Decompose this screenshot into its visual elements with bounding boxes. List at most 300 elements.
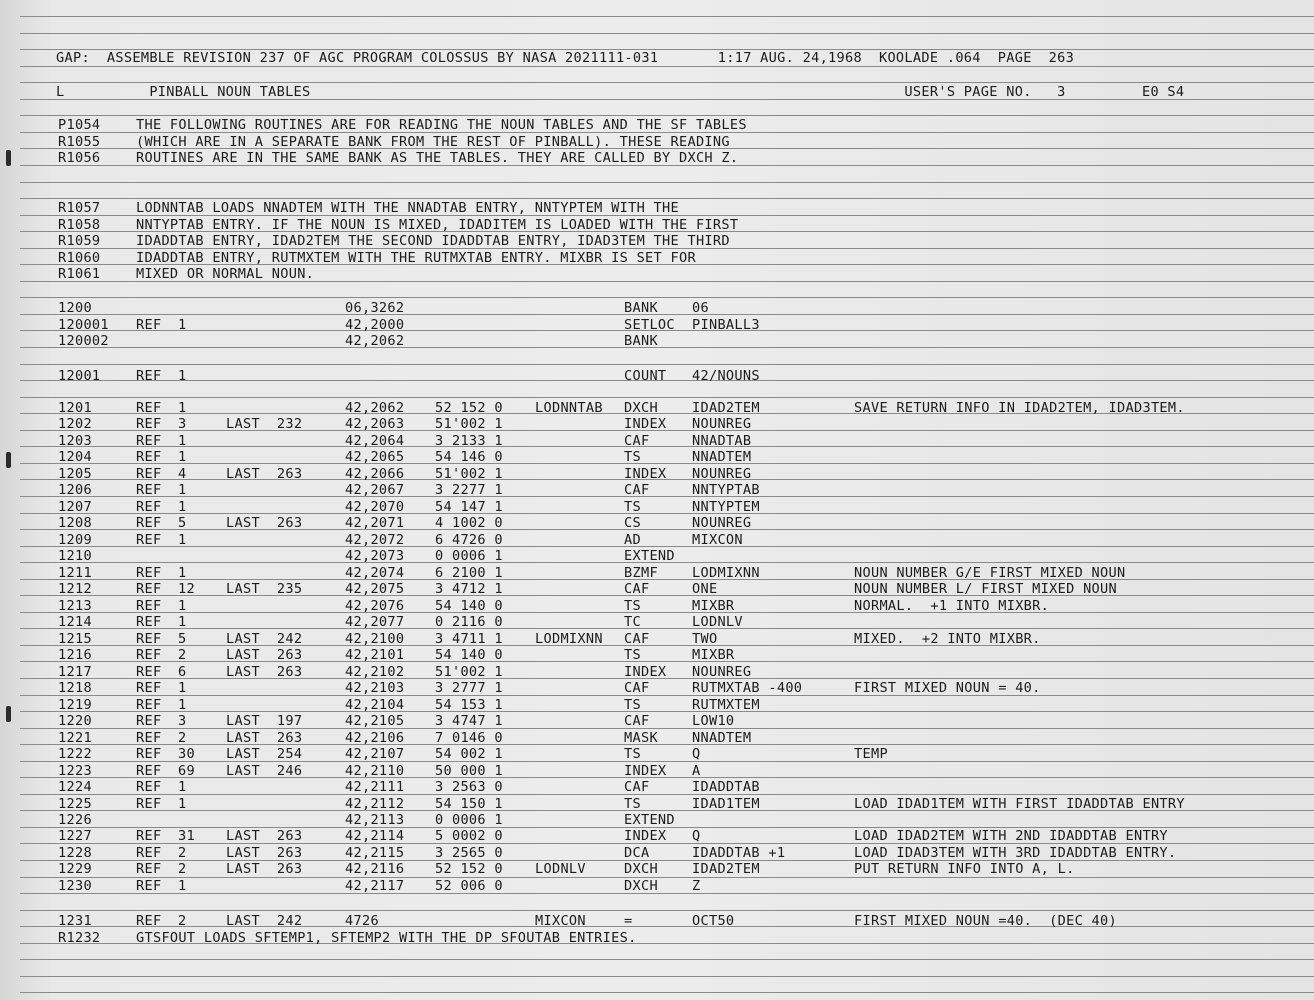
operand: NOUNREG	[692, 465, 752, 482]
opcode: INDEX	[624, 663, 667, 680]
line-number: 12001	[58, 368, 101, 384]
octal-code: 54 153 1	[435, 696, 503, 713]
ref-keyword: REF	[136, 597, 162, 614]
operand: OCT50	[692, 913, 735, 929]
octal-code: 3 2565 0	[435, 844, 503, 861]
octal-code: 54 140 0	[435, 647, 503, 664]
line-number: 1204	[58, 449, 92, 466]
address: 42,2102	[345, 663, 405, 680]
operand: Q	[692, 828, 701, 845]
paper-rule	[20, 198, 1314, 199]
ref-keyword: REF	[136, 531, 162, 548]
ref-keyword: REF	[136, 844, 162, 861]
address: 42,2065	[345, 449, 405, 466]
address: 42,2062	[345, 333, 405, 349]
ref-count: 69	[178, 762, 195, 779]
operand: Z	[692, 877, 701, 894]
symbol-label: LODNLV	[535, 861, 586, 878]
operand: MIXBR	[692, 647, 735, 664]
line-number: 1208	[58, 515, 92, 532]
address: 42,2000	[345, 316, 405, 333]
operand: Q	[692, 746, 701, 763]
line-comment: MIXED. +2 INTO MIXBR.	[854, 630, 1041, 647]
ref-count: 30	[178, 746, 195, 763]
octal-code: 3 4712 1	[435, 581, 503, 598]
address: 42,2066	[345, 465, 405, 482]
comment-line	[0, 266, 1314, 282]
octal-code: 50 000 1	[435, 762, 503, 779]
operand: ONE	[692, 581, 718, 598]
listing-header: GAP: ASSEMBLE REVISION 237 OF AGC PROGRAM COLOSSUS BY NASA 2021111-031 1:17 AUG. 24,1968 KOOLADE .064 PAGE 263	[56, 50, 1075, 66]
line-number: 1215	[58, 630, 92, 647]
ref-keyword: REF	[136, 630, 162, 647]
code-line	[0, 581, 1314, 597]
opcode: COUNT	[624, 368, 667, 384]
address: 42,2067	[345, 482, 405, 499]
line-comment: NOUN NUMBER L/ FIRST MIXED NOUN	[854, 581, 1118, 598]
address: 42,2074	[345, 564, 405, 581]
address: 42,2062	[345, 400, 405, 416]
address: 42,2116	[345, 861, 405, 878]
comment-text: MIXED OR NORMAL NOUN.	[136, 266, 315, 282]
opcode: CAF	[624, 432, 650, 449]
code-line	[0, 730, 1314, 746]
code-line	[0, 333, 1314, 349]
line-number: 1222	[58, 746, 92, 763]
ref-keyword: REF	[136, 729, 162, 746]
line-number: 1218	[58, 680, 92, 697]
line-number: 1207	[58, 498, 92, 515]
ref-keyword: REF	[136, 614, 162, 631]
line-comment: SAVE RETURN INFO IN IDAD2TEM, IDAD3TEM.	[854, 400, 1185, 416]
opcode: TS	[624, 647, 641, 664]
comment-text: LODNNTAB LOADS NNADTEM WITH THE NNADTAB ENTRY, NNTYPTEM WITH THE	[136, 200, 679, 216]
ref-count: 1	[178, 316, 187, 333]
code-line	[0, 317, 1314, 333]
paper-rule	[20, 364, 1314, 365]
ref-count: 3	[178, 416, 187, 433]
opcode: TS	[624, 795, 641, 812]
ref-keyword: REF	[136, 498, 162, 515]
line-id: R1061	[58, 266, 101, 282]
ref-keyword: REF	[136, 581, 162, 598]
ref-count: 1	[178, 680, 187, 697]
ref-keyword: REF	[136, 432, 162, 449]
ref-count: 1	[178, 696, 187, 713]
ref-count: 1	[178, 432, 187, 449]
opcode: EXTEND	[624, 812, 675, 828]
address: 42,2105	[345, 713, 405, 730]
line-number: 1203	[58, 432, 92, 449]
last-ref: LAST 263	[226, 828, 303, 845]
comment-text: GTSFOUT LOADS SFTEMP1, SFTEMP2 WITH THE DP SFOUTAB ENTRIES.	[136, 930, 637, 946]
paper-rule	[20, 66, 1314, 67]
opcode: TC	[624, 614, 641, 631]
opcode: CAF	[624, 680, 650, 697]
comment-line	[0, 930, 1314, 946]
ref-count: 1	[178, 877, 187, 894]
opcode: DXCH	[624, 861, 658, 878]
operand: NNADTEM	[692, 449, 752, 466]
opcode: DXCH	[624, 400, 658, 416]
octal-code: 0 2116 0	[435, 614, 503, 631]
code-line	[0, 598, 1314, 614]
last-ref: LAST 263	[226, 729, 303, 746]
line-number: 1228	[58, 844, 92, 861]
paper-rule	[20, 115, 1314, 116]
line-comment: PUT RETURN INFO INTO A, L.	[854, 861, 1075, 878]
line-number: 1200	[58, 300, 92, 316]
line-number: 1205	[58, 465, 92, 482]
last-ref: LAST 242	[226, 630, 303, 647]
address: 42,2113	[345, 812, 405, 828]
octal-code: 0 0006 1	[435, 812, 503, 828]
address: 06,3262	[345, 300, 405, 316]
octal-code: 0 0006 1	[435, 548, 503, 565]
ref-keyword: REF	[136, 416, 162, 433]
line-number: 1221	[58, 729, 92, 746]
opcode: BANK	[624, 333, 658, 349]
last-ref: LAST 263	[226, 663, 303, 680]
ref-keyword: REF	[136, 913, 162, 929]
operand: IDAD1TEM	[692, 795, 760, 812]
octal-code: 54 002 1	[435, 746, 503, 763]
code-line	[0, 713, 1314, 729]
last-ref: LAST 263	[226, 861, 303, 878]
address: 42,2107	[345, 746, 405, 763]
code-line	[0, 697, 1314, 713]
line-comment: NOUN NUMBER G/E FIRST MIXED NOUN	[854, 564, 1126, 581]
ref-keyword: REF	[136, 680, 162, 697]
ref-keyword: REF	[136, 746, 162, 763]
ref-count: 2	[178, 913, 187, 929]
opcode: =	[624, 913, 633, 929]
opcode: CAF	[624, 581, 650, 598]
code-line	[0, 680, 1314, 696]
operand: NNTYPTEM	[692, 498, 760, 515]
operand: NNTYPTAB	[692, 482, 760, 499]
ref-count: 1	[178, 400, 187, 416]
octal-code: 52 006 0	[435, 877, 503, 894]
line-number: 1230	[58, 877, 92, 894]
opcode: INDEX	[624, 762, 667, 779]
line-number: 120002	[58, 333, 109, 349]
ref-keyword: REF	[136, 647, 162, 664]
line-number: 1229	[58, 861, 92, 878]
octal-code: 54 147 1	[435, 498, 503, 515]
opcode: TS	[624, 696, 641, 713]
address: 42,2072	[345, 531, 405, 548]
listing-subheader: L PINBALL NOUN TABLES USER'S PAGE NO. 3 E0 S4	[56, 84, 1185, 100]
line-number: 1202	[58, 416, 92, 433]
operand: TWO	[692, 630, 718, 647]
line-comment: LOAD IDAD1TEM WITH FIRST IDADDTAB ENTRY	[854, 795, 1185, 812]
code-line	[0, 845, 1314, 861]
line-number: 1231	[58, 913, 92, 929]
opcode: INDEX	[624, 465, 667, 482]
opcode: TS	[624, 746, 641, 763]
code-line	[0, 812, 1314, 828]
last-ref: LAST 263	[226, 515, 303, 532]
operand: NOUNREG	[692, 663, 752, 680]
line-number: 120001	[58, 316, 109, 333]
address: 42,2063	[345, 416, 405, 433]
line-comment: LOAD IDAD2TEM WITH 2ND IDADDTAB ENTRY	[854, 828, 1168, 845]
line-number: 1211	[58, 564, 92, 581]
code-line	[0, 400, 1314, 416]
operand: NOUNREG	[692, 515, 752, 532]
operand: IDAD2TEM	[692, 400, 760, 416]
code-line	[0, 631, 1314, 647]
opcode: EXTEND	[624, 548, 675, 565]
comment-text: ROUTINES ARE IN THE SAME BANK AS THE TABLES. THEY ARE CALLED BY DXCH Z.	[136, 150, 739, 166]
address: 42,2071	[345, 515, 405, 532]
line-number: 1210	[58, 548, 92, 565]
comment-line	[0, 233, 1314, 249]
octal-code: 54 150 1	[435, 795, 503, 812]
last-ref: LAST 246	[226, 762, 303, 779]
comment-line	[0, 250, 1314, 266]
opcode: CAF	[624, 482, 650, 499]
operand: IDADDTAB	[692, 779, 760, 796]
operand: NNADTAB	[692, 432, 752, 449]
code-line	[0, 861, 1314, 877]
code-line	[0, 647, 1314, 663]
ref-keyword: REF	[136, 515, 162, 532]
line-id: R1055	[58, 133, 101, 150]
last-ref: LAST 235	[226, 581, 303, 598]
line-id: R1060	[58, 249, 101, 266]
code-line	[0, 763, 1314, 779]
opcode: SETLOC	[624, 316, 675, 333]
ref-count: 1	[178, 449, 187, 466]
line-id: P1054	[58, 117, 101, 133]
ref-count: 1	[178, 564, 187, 581]
octal-code: 54 140 0	[435, 597, 503, 614]
line-number: 1209	[58, 531, 92, 548]
octal-code: 3 2777 1	[435, 680, 503, 697]
last-ref: LAST 263	[226, 647, 303, 664]
octal-code: 6 2100 1	[435, 564, 503, 581]
octal-code: 6 4726 0	[435, 531, 503, 548]
address: 42,2104	[345, 696, 405, 713]
line-number: 1216	[58, 647, 92, 664]
operand: LODNLV	[692, 614, 743, 631]
last-ref: LAST 242	[226, 913, 303, 929]
last-ref: LAST 263	[226, 465, 303, 482]
code-line	[0, 433, 1314, 449]
paper-rule	[20, 182, 1314, 183]
opcode: CS	[624, 515, 641, 532]
comment-line	[0, 117, 1314, 133]
address: 42,2064	[345, 432, 405, 449]
ref-keyword: REF	[136, 564, 162, 581]
ref-count: 3	[178, 713, 187, 730]
operand: RUTMXTEM	[692, 696, 760, 713]
code-line	[0, 796, 1314, 812]
line-id: R1057	[58, 200, 101, 216]
ref-keyword: REF	[136, 482, 162, 499]
ref-count: 5	[178, 630, 187, 647]
operand: MIXCON	[692, 531, 743, 548]
ref-keyword: REF	[136, 861, 162, 878]
code-line	[0, 614, 1314, 630]
ref-count: 1	[178, 795, 187, 812]
line-id: R1056	[58, 150, 101, 166]
ref-keyword: REF	[136, 713, 162, 730]
code-line	[0, 548, 1314, 564]
octal-code: 7 0146 0	[435, 729, 503, 746]
octal-code: 51'002 1	[435, 416, 503, 433]
ref-keyword: REF	[136, 400, 162, 416]
symbol-label: LODNNTAB	[535, 400, 603, 416]
octal-code: 3 4711 1	[435, 630, 503, 647]
operand: PINBALL3	[692, 316, 760, 333]
ref-count: 2	[178, 844, 187, 861]
octal-code: 51'002 1	[435, 663, 503, 680]
paper-rule	[20, 16, 1314, 17]
comment-line	[0, 217, 1314, 233]
ref-keyword: REF	[136, 316, 162, 333]
opcode: AD	[624, 531, 641, 548]
ref-keyword: REF	[136, 828, 162, 845]
ref-keyword: REF	[136, 449, 162, 466]
octal-code: 4 1002 0	[435, 515, 503, 532]
ref-count: 1	[178, 368, 187, 384]
address: 42,2103	[345, 680, 405, 697]
opcode: BZMF	[624, 564, 658, 581]
code-line	[0, 913, 1314, 929]
octal-code: 52 152 0	[435, 861, 503, 878]
ref-count: 2	[178, 647, 187, 664]
opcode: INDEX	[624, 416, 667, 433]
ref-keyword: REF	[136, 465, 162, 482]
line-comment: LOAD IDAD3TEM WITH 3RD IDADDTAB ENTRY.	[854, 844, 1177, 861]
comment-text: IDADDTAB ENTRY, IDAD2TEM THE SECOND IDADDTAB ENTRY, IDAD3TEM THE THIRD	[136, 233, 730, 249]
line-number: 1212	[58, 581, 92, 598]
ref-keyword: REF	[136, 877, 162, 894]
address: 42,2101	[345, 647, 405, 664]
paper-rule	[20, 297, 1314, 298]
comment-line	[0, 134, 1314, 150]
line-id: R1059	[58, 233, 101, 249]
line-number: 1220	[58, 713, 92, 730]
line-number: 1224	[58, 779, 92, 796]
address: 42,2075	[345, 581, 405, 598]
operand: 42/NOUNS	[692, 368, 760, 384]
line-number: 1223	[58, 762, 92, 779]
line-number: 1226	[58, 812, 92, 828]
ref-count: 2	[178, 861, 187, 878]
ref-count: 12	[178, 581, 195, 598]
opcode: TS	[624, 597, 641, 614]
paper-rule	[20, 910, 1314, 911]
line-number: 1217	[58, 663, 92, 680]
line-id: R1232	[58, 930, 101, 946]
line-number: 1219	[58, 696, 92, 713]
opcode: TS	[624, 449, 641, 466]
last-ref: LAST 197	[226, 713, 303, 730]
code-line	[0, 779, 1314, 795]
paper-rule	[20, 397, 1314, 398]
code-line	[0, 532, 1314, 548]
line-comment: NORMAL. +1 INTO MIXBR.	[854, 597, 1050, 614]
comment-text: THE FOLLOWING ROUTINES ARE FOR READING THE NOUN TABLES AND THE SF TABLES	[136, 117, 747, 133]
opcode: DCA	[624, 844, 650, 861]
address: 42,2070	[345, 498, 405, 515]
address: 42,2077	[345, 614, 405, 631]
address: 42,2106	[345, 729, 405, 746]
operand: MIXBR	[692, 597, 735, 614]
line-comment: FIRST MIXED NOUN = 40.	[854, 680, 1041, 697]
comment-text: (WHICH ARE IN A SEPARATE BANK FROM THE REST OF PINBALL). THESE READING	[136, 133, 730, 150]
operand: 06	[692, 300, 709, 316]
address: 42,2114	[345, 828, 405, 845]
ref-count: 1	[178, 597, 187, 614]
opcode: DXCH	[624, 877, 658, 894]
operand: NNADTEM	[692, 729, 752, 746]
octal-code: 3 2563 0	[435, 779, 503, 796]
code-line	[0, 449, 1314, 465]
opcode: TS	[624, 498, 641, 515]
address: 42,2076	[345, 597, 405, 614]
symbol-label: LODMIXNN	[535, 630, 603, 647]
line-number: 1201	[58, 400, 92, 416]
address: 42,2110	[345, 762, 405, 779]
code-line	[0, 499, 1314, 515]
address: 4726	[345, 913, 379, 929]
opcode: MASK	[624, 729, 658, 746]
ref-keyword: REF	[136, 663, 162, 680]
ref-count: 1	[178, 482, 187, 499]
opcode: INDEX	[624, 828, 667, 845]
paper-rule	[20, 992, 1314, 993]
octal-code: 51'002 1	[435, 465, 503, 482]
code-line	[0, 466, 1314, 482]
paper-rule	[20, 959, 1314, 960]
code-line	[0, 482, 1314, 498]
code-line	[0, 515, 1314, 531]
symbol-label: MIXCON	[535, 913, 586, 929]
ref-keyword: REF	[136, 762, 162, 779]
ref-count: 4	[178, 465, 187, 482]
ref-count: 1	[178, 614, 187, 631]
octal-code: 3 2133 1	[435, 432, 503, 449]
ref-count: 2	[178, 729, 187, 746]
operand: RUTMXTAB -400	[692, 680, 803, 697]
ref-count: 31	[178, 828, 195, 845]
ref-keyword: REF	[136, 696, 162, 713]
address: 42,2115	[345, 844, 405, 861]
octal-code: 5 0002 0	[435, 828, 503, 845]
code-line	[0, 664, 1314, 680]
ref-count: 1	[178, 531, 187, 548]
last-ref: LAST 263	[226, 844, 303, 861]
address: 42,2111	[345, 779, 405, 796]
code-line	[0, 416, 1314, 432]
octal-code: 3 4747 1	[435, 713, 503, 730]
ref-keyword: REF	[136, 368, 162, 384]
line-number: 1225	[58, 795, 92, 812]
paper-rule	[20, 33, 1314, 34]
comment-line	[0, 200, 1314, 216]
address: 42,2112	[345, 795, 405, 812]
operand: IDAD2TEM	[692, 861, 760, 878]
comment-line	[0, 150, 1314, 166]
opcode: CAF	[624, 713, 650, 730]
ref-count: 5	[178, 515, 187, 532]
ref-keyword: REF	[136, 779, 162, 796]
